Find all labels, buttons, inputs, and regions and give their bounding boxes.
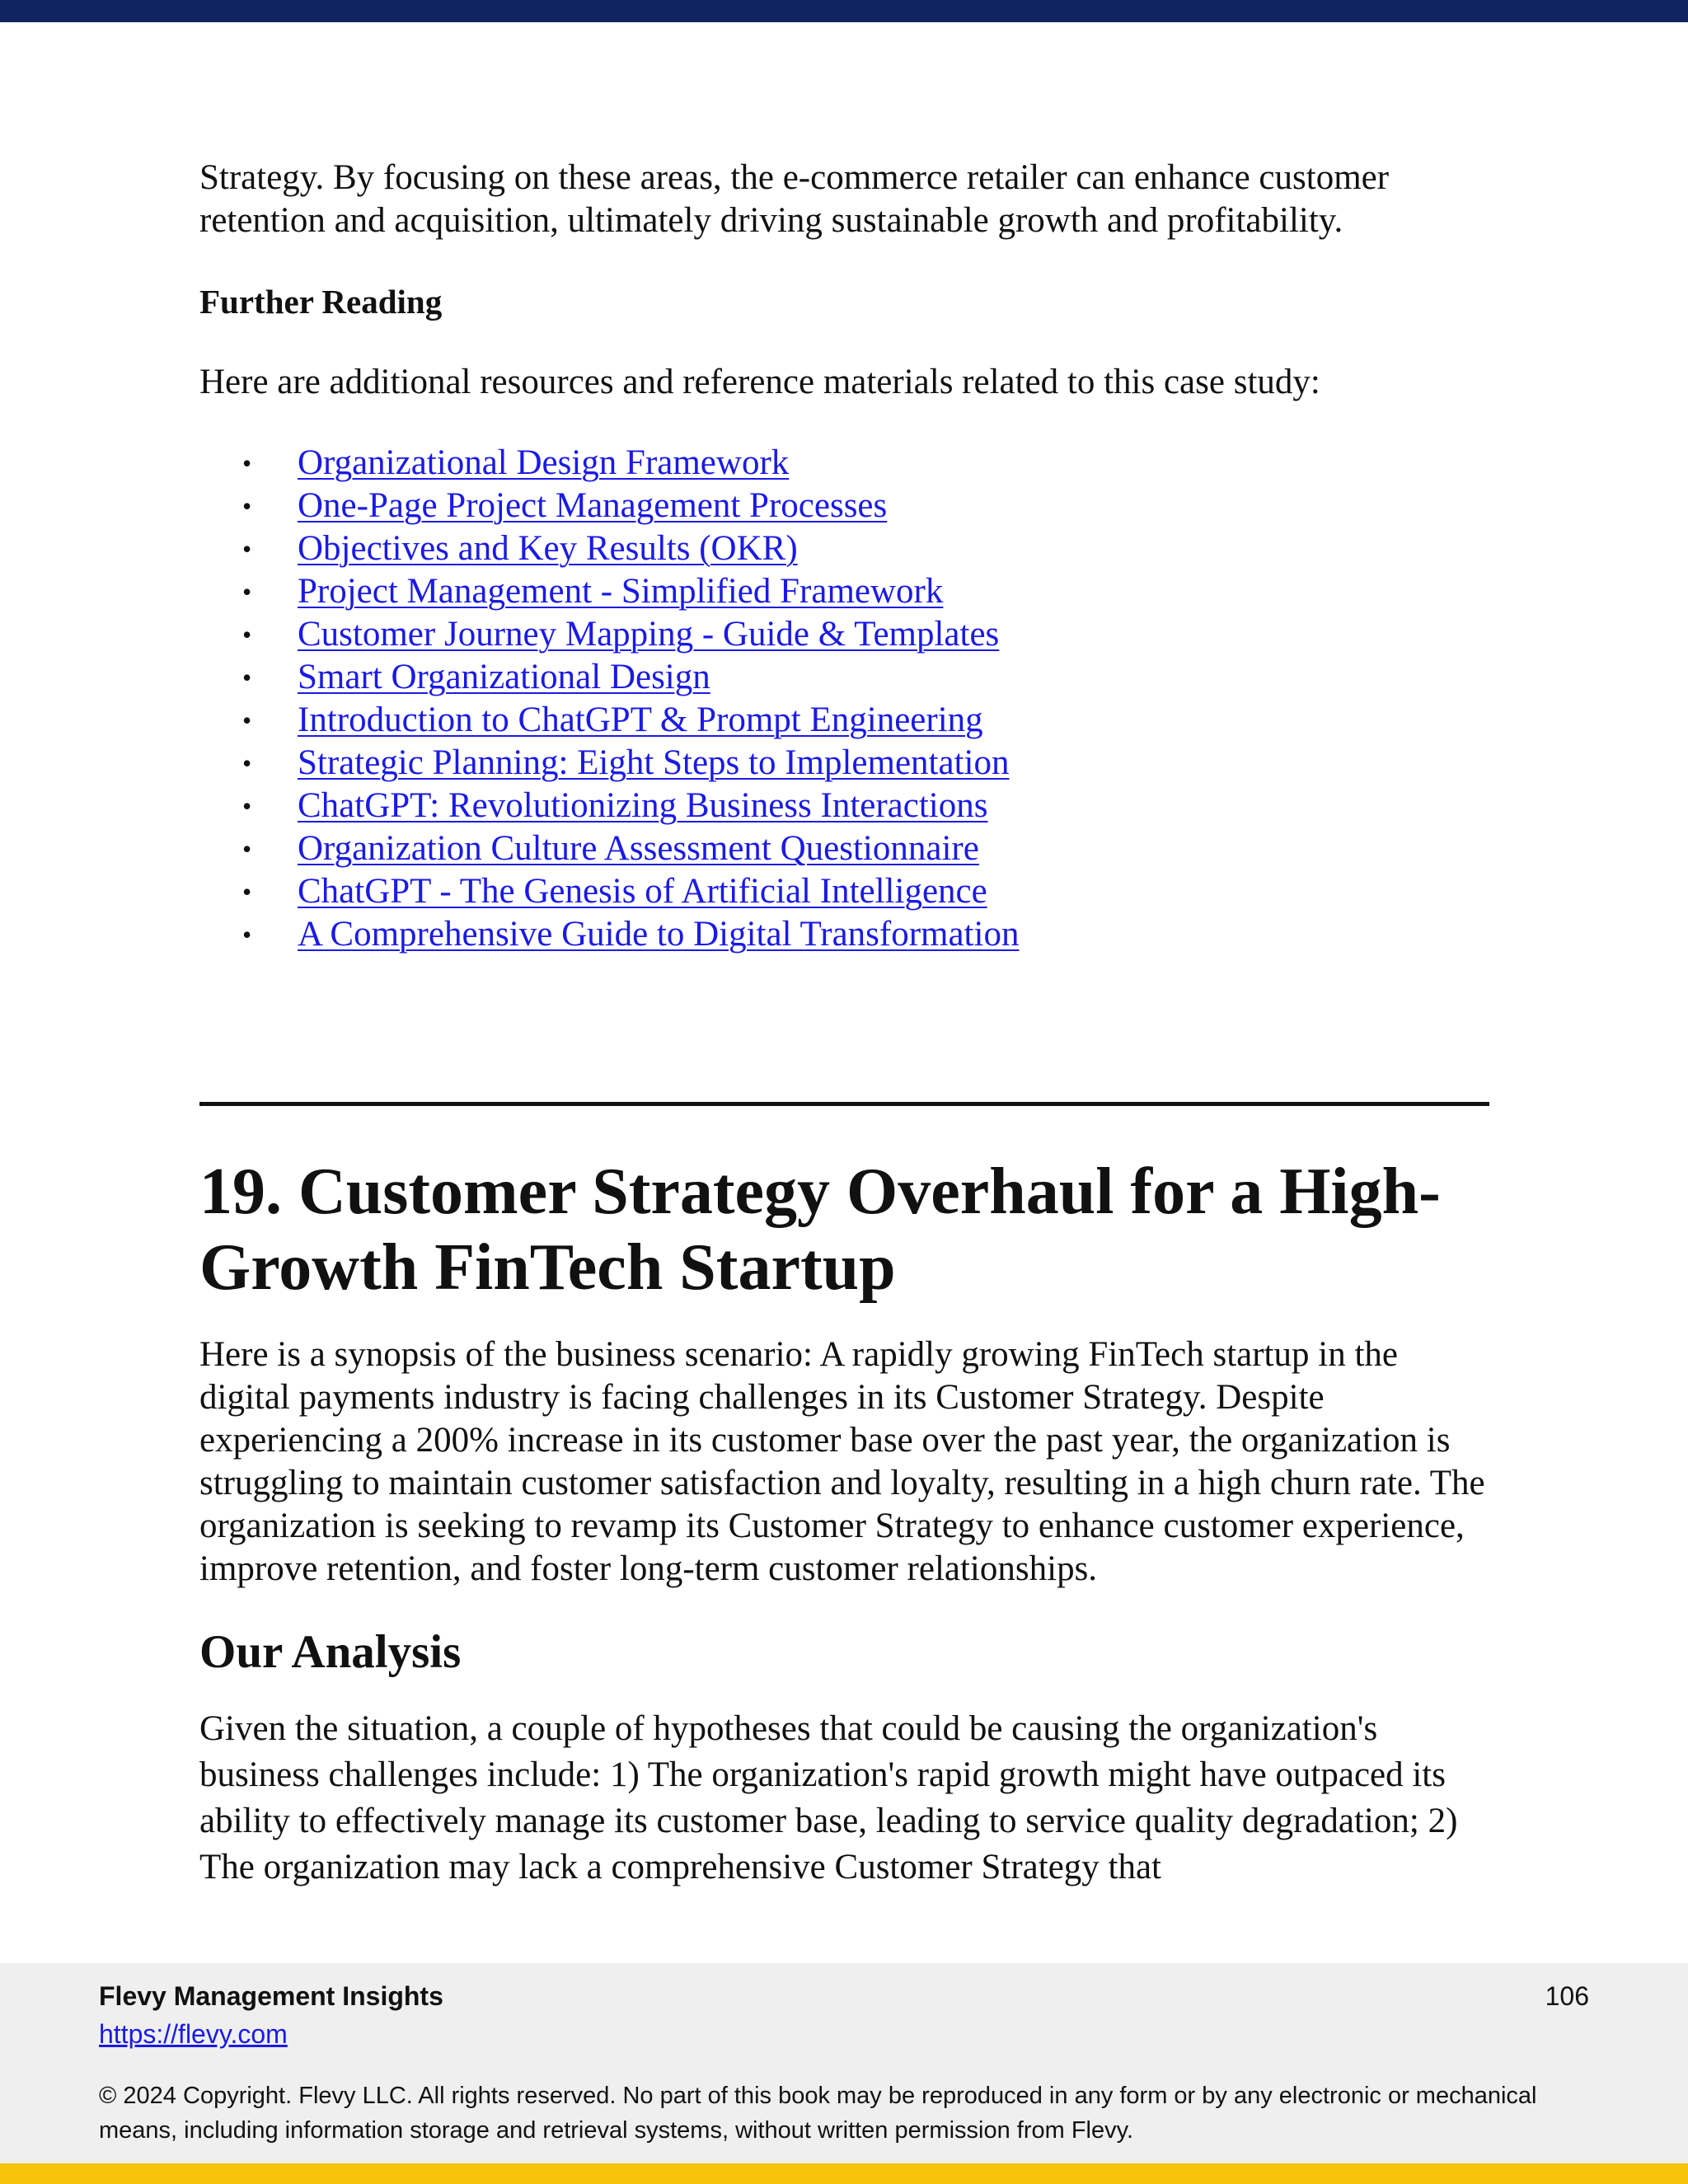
bullet-icon: • bbox=[242, 920, 252, 949]
list-item bbox=[199, 699, 1489, 742]
link-one-page-project-management[interactable]: One-Page Project Management Processes bbox=[298, 486, 888, 525]
bullet-icon: • bbox=[242, 491, 252, 521]
bottom-color-band bbox=[0, 2163, 1688, 2184]
list-item bbox=[199, 527, 1489, 570]
bullet-icon: • bbox=[242, 577, 252, 607]
bullet-icon: • bbox=[242, 534, 252, 564]
page-content bbox=[199, 157, 1489, 956]
bullet-icon: • bbox=[242, 663, 252, 692]
list-item bbox=[199, 485, 1489, 527]
link-chatgpt-business-interactions[interactable]: ChatGPT: Revolutionizing Business Interactions bbox=[298, 786, 988, 825]
section-title: 19. Customer Strategy Overhaul for a High-Growth FinTech Startup bbox=[199, 1155, 1441, 1304]
link-culture-assessment[interactable]: Organization Culture Assessment Questionnaire bbox=[298, 829, 979, 868]
list-item bbox=[199, 656, 1489, 699]
list-item bbox=[199, 785, 1489, 827]
intro-paragraph: Strategy. By focusing on these areas, the e-commerce retailer can enhance customer retention and acquisition, ultimately driving sustainable growth and profitability. bbox=[199, 158, 1390, 240]
list-item bbox=[199, 870, 1489, 913]
bullet-icon: • bbox=[242, 877, 252, 907]
bullet-icon: • bbox=[242, 448, 252, 478]
link-okr[interactable]: Objectives and Key Results (OKR) bbox=[298, 529, 798, 568]
copyright-notice: © 2024 Copyright. Flevy LLC. All rights reserved. No part of this book may be reproduced in any form or by any electronic or mechanical means, including information storage and retrieval systems, without written permission from Flevy. bbox=[99, 2083, 1537, 2144]
list-item bbox=[199, 442, 1489, 485]
section-divider bbox=[199, 1102, 1489, 1106]
bullet-icon: • bbox=[242, 834, 252, 864]
link-intro-chatgpt-prompt-engineering[interactable]: Introduction to ChatGPT & Prompt Engineering bbox=[298, 701, 983, 739]
case-study-section bbox=[199, 1154, 1489, 1926]
footer-url-link[interactable]: https://flevy.com bbox=[99, 2019, 288, 2049]
bullet-icon: • bbox=[242, 705, 252, 735]
page-number: 106 bbox=[1545, 1981, 1589, 2011]
list-item bbox=[199, 742, 1489, 785]
link-smart-organizational-design[interactable]: Smart Organizational Design bbox=[298, 658, 710, 696]
link-project-management-simplified[interactable]: Project Management - Simplified Framework bbox=[298, 572, 944, 611]
link-organizational-design-framework[interactable]: Organizational Design Framework bbox=[298, 443, 790, 482]
analysis-heading: Our Analysis bbox=[199, 1626, 462, 1678]
bullet-icon: • bbox=[242, 620, 252, 649]
list-item bbox=[199, 570, 1489, 613]
further-reading-intro: Here are additional resources and reference materials related to this case study: bbox=[199, 363, 1320, 401]
further-reading-list bbox=[199, 442, 1489, 956]
list-item bbox=[199, 827, 1489, 870]
list-item bbox=[199, 613, 1489, 656]
link-strategic-planning[interactable]: Strategic Planning: Eight Steps to Implementation bbox=[298, 743, 1010, 782]
link-customer-journey-mapping[interactable]: Customer Journey Mapping - Guide & Templates bbox=[298, 615, 1000, 654]
analysis-paragraph: Given the situation, a couple of hypotheses that could be causing the organization's business challenges include: 1) The organization's rapid growth might have outpaced its ability to effectively manage its customer base, leading to service quality degradation; 2) The organization may lack a comprehensive Customer Strategy that bbox=[199, 1709, 1458, 1886]
bullet-icon: • bbox=[242, 748, 252, 778]
link-chatgpt-genesis-ai[interactable]: ChatGPT - The Genesis of Artificial Intelligence bbox=[298, 872, 987, 911]
synopsis-paragraph: Here is a synopsis of the business scenario: A rapidly growing FinTech startup in the digital payments industry is facing challenges in its Customer Strategy. Despite experiencing a 200% increase in its customer base over the past year, the organization is struggling to maintain customer satisfaction and loyalty, resulting in a high churn rate. The organization is seeking to revamp its Customer Strategy to enhance customer experience, improve retention, and foster long-term customer relationships. bbox=[199, 1335, 1485, 1588]
list-item bbox=[199, 913, 1489, 956]
footer-brand: Flevy Management Insights bbox=[99, 1981, 443, 2011]
page-footer bbox=[0, 1963, 1688, 2163]
further-reading-heading: Further Reading bbox=[199, 283, 443, 321]
link-digital-transformation-guide[interactable]: A Comprehensive Guide to Digital Transformation bbox=[298, 915, 1020, 954]
top-color-band bbox=[0, 0, 1688, 22]
bullet-icon: • bbox=[242, 791, 252, 821]
